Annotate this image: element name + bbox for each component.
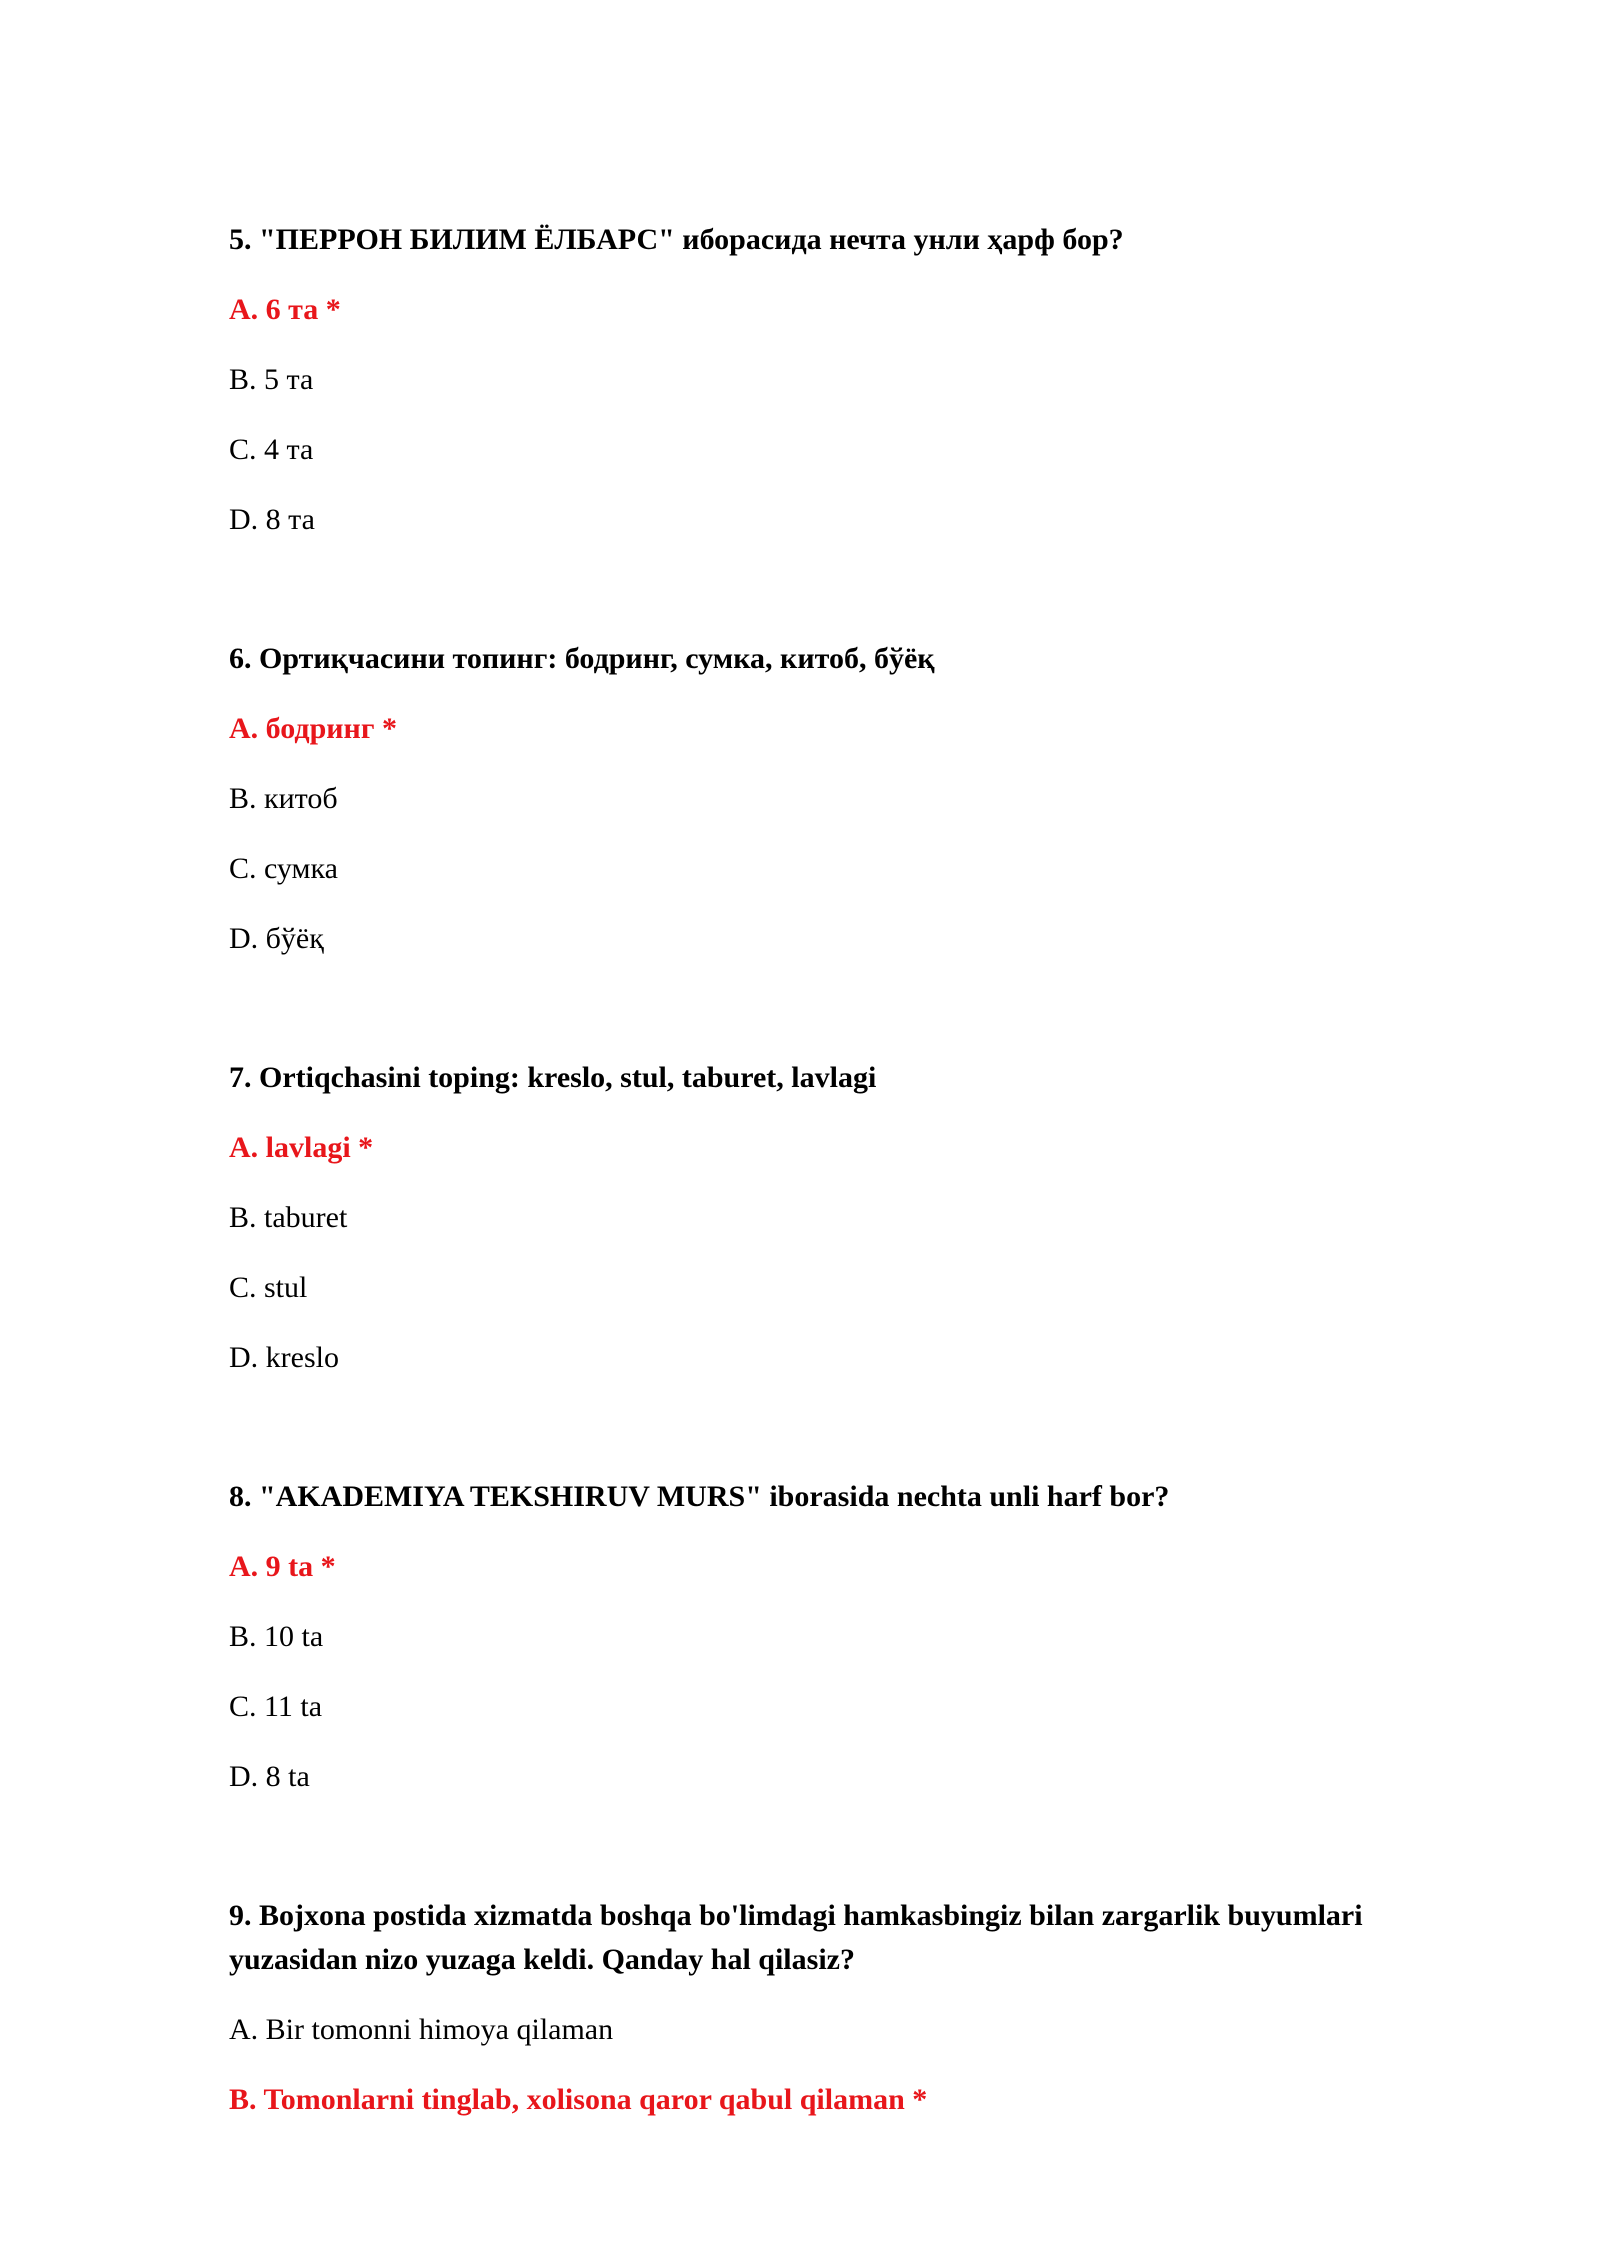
question-5 xyxy=(229,218,1469,542)
question-8 xyxy=(229,1475,1469,1799)
option-c: C. сумка xyxy=(229,852,338,885)
question-text: 5. "ПЕРРОН БИЛИМ ЁЛБАРС" иборасида нечта унли ҳарф бор? xyxy=(229,223,1124,256)
option-a: A. Bir tomonni himoya qilaman xyxy=(229,2013,614,2046)
option-d: D. kreslo xyxy=(229,1341,339,1374)
question-text: 8. "AKADEMIYA TEKSHIRUV MURS" iborasida nechta unli harf bor? xyxy=(229,1480,1170,1513)
option-a-correct: A. бодринг * xyxy=(229,712,397,745)
question-text: 9. Bojxona postida xizmatda boshqa bo'limdagi hamkasbingiz bilan zargarlik buyumlari yuzasidan nizo yuzaga keldi. Qanday hal qilasiz? xyxy=(229,1899,1363,1976)
option-a-correct: A. 6 та * xyxy=(229,293,341,326)
option-d: D. бўёқ xyxy=(229,922,324,955)
option-b-correct: B. Tomonlarni tinglab, xolisona qaror qabul qilaman * xyxy=(229,2083,928,2116)
option-c: C. 11 ta xyxy=(229,1690,323,1723)
option-a-correct: A. lavlagi * xyxy=(229,1131,374,1164)
option-c: C. 4 та xyxy=(229,433,314,466)
question-6 xyxy=(229,637,1469,961)
option-d: D. 8 та xyxy=(229,503,315,536)
option-b: B. taburet xyxy=(229,1201,348,1234)
option-b: B. 5 та xyxy=(229,363,314,396)
option-a-correct: A. 9 ta * xyxy=(229,1550,336,1583)
option-c: C. stul xyxy=(229,1271,308,1304)
option-d: D. 8 ta xyxy=(229,1760,310,1793)
question-text: 6. Ортиқчасини топинг: бодринг, сумка, китоб, бўёқ xyxy=(229,642,935,675)
option-b: B. китоб xyxy=(229,782,338,815)
option-b: B. 10 ta xyxy=(229,1620,324,1653)
question-text: 7. Ortiqchasini toping: kreslo, stul, taburet, lavlagi xyxy=(229,1061,877,1094)
question-9 xyxy=(229,1894,1469,2122)
question-7 xyxy=(229,1056,1469,1380)
